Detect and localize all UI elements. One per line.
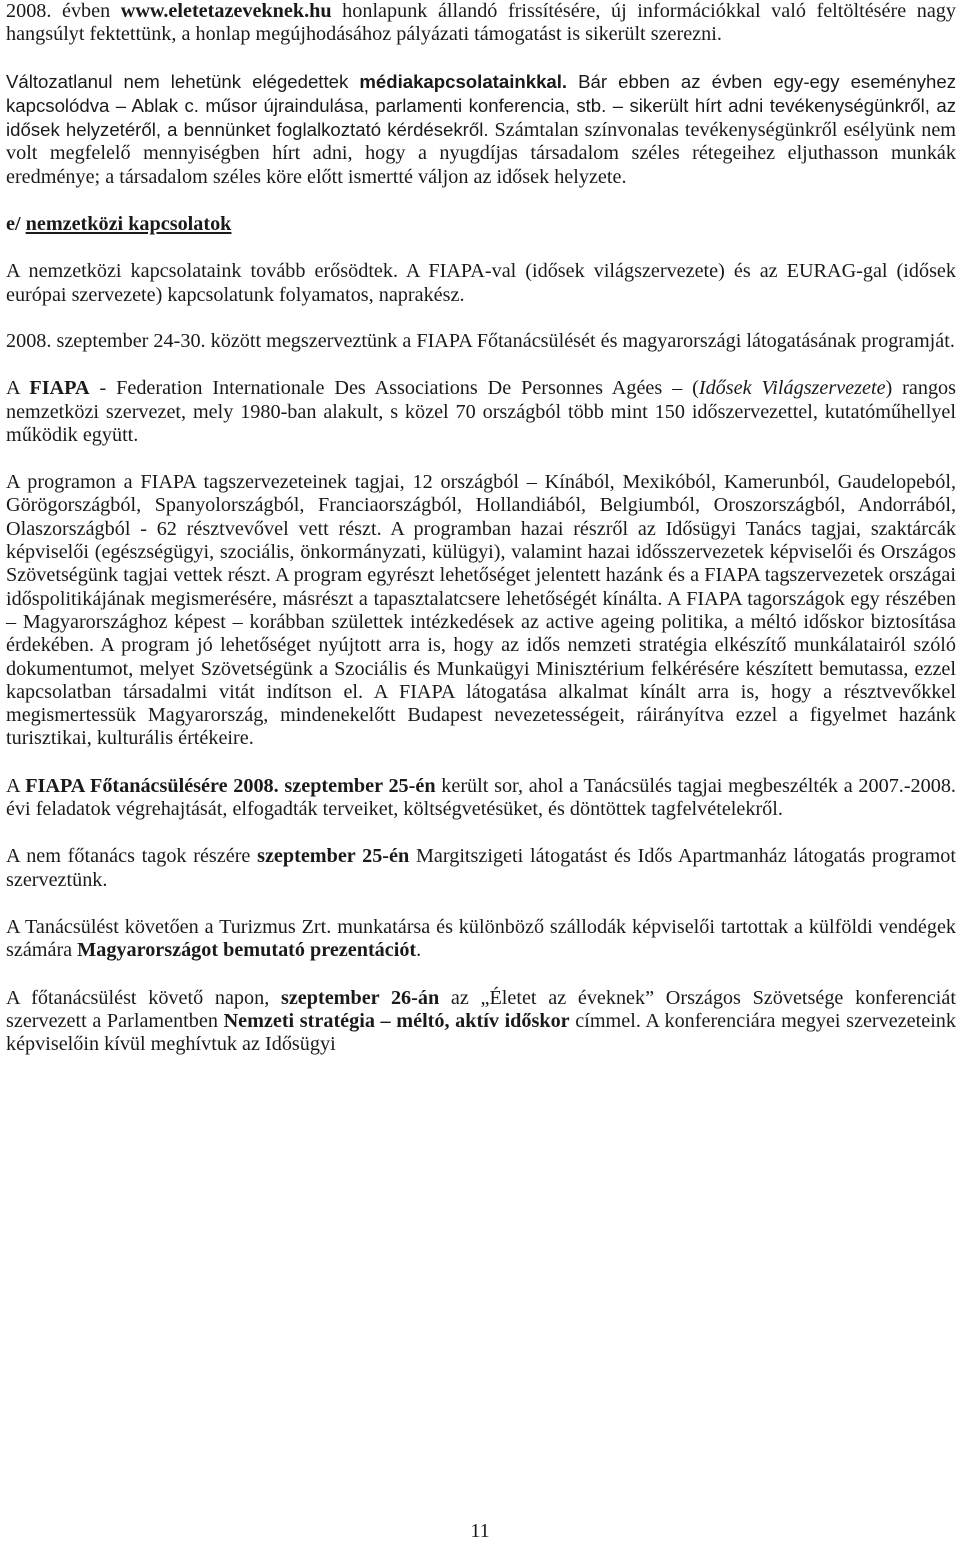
document-page: [6, 0, 956, 1056]
paragraph-september: 2008. szeptember 24-30. között megszerveztünk a FIAPA Főtanácsülését és magyarországi látogatásának programját.: [6, 329, 955, 352]
page-number: 11: [470, 1520, 490, 1542]
paragraph-non-members: A nem főtanács tagok részére szeptember 25-én Margitszigeti látogatást és Idős Apartmanház látogatás programot szerveztünk.: [6, 845, 957, 891]
paragraph-council: A FIAPA Főtanácsülésére 2008. szeptember 25-én került sor, ahol a Tanácsülés tagjai megbeszélték a 2007.-2008. évi feladatok végrehajtását, elfogadták terveiket, költségvetésüket, és döntöttek tagfelvételekről.: [6, 774, 956, 821]
paragraph-website: 2008. évben www.eletetazeveknek.hu honlapunk állandó frissítésére, új információkkal való feltöltésére nagy hangsúlyt fektettünk, a honlap megújhodásához pályázati támogatást is sikerült szerezni.: [6, 0, 956, 46]
paragraph-international: A nemzetközi kapcsolataink tovább erősödtek. A FIAPA-val (idősek világszervezete) és az EURAG-gal (idősek európai szervezete) kapcsolatunk folyamatos, naprakész.: [6, 260, 956, 306]
website-link[interactable]: www.eletetazeveknek.hu: [120, 0, 332, 22]
section-heading: e/ nemzetközi kapcsolatok: [6, 213, 232, 236]
paragraph-conference: A főtanácsülést követő napon, szeptember 26-án az „Életet az éveknek” Országos Szövetsége konferenciát szervezett a Parlamentben Nemzeti stratégia – méltó, aktív időskor címmel. A konferenciára megyei szervezeteink képviselőin kívül meghívtuk az Idősügyi: [6, 986, 956, 1056]
paragraph-fiapa: A FIAPA - Federation Internationale Des Associations De Personnes Agées – (Idősek Világszervezete) rangos nemzetközi szervezet, mely 1980-ban alakult, s közel 70 országból több mint 150 időszervezettel, kutatóműhellyel működik együtt.: [6, 377, 956, 446]
paragraph-program: A programon a FIAPA tagszervezeteinek tagjai, 12 országból – Kínából, Mexikóból, Kamerunból, Gaudelopeból, Görögországból, Spanyolországból, Franciaországból, Hollandiából, Belgiumból, Oroszországból, Andorrából, Olaszországból - 62 résztvevővel vett részt. A programban hazai részről az Idősügyi Tanács tagjai, szaktárcák képviselői (egészségügyi, szociális, önkormányzati, külügyi), valamint hazai idősszervezetek képviselői és Országos Szövetségünk tagjai vettek részt. A program egyrészt lehetőséget jelentett hazánk és a FIAPA tagszervezetek országai időspolitikájának megismerésére, másrészt a tapasztalatcsere lehetőségét kínálta. A FIAPA tagországok egy részében – Magyarországhoz képest – korábban születtek intézkedések az active ageing politika, a méltó időskor biztosítása érdekében. A program jó lehetőséget nyújtott arra is, hogy az idős nemzeti stratégia elkészítő munkálatairól szóló dokumentumot, melyet Szövetségünk a Szociális és Munkaügyi Minisztérium felkérésére készített bemutassa, ezzel kapcsolatban társadalmi vitát indítson el. A FIAPA látogatása alkalmat kínált arra is, hogy a résztvevőkkel megismertessük Magyarország, mindenekelőtt Budapest nevezetességeit, ráirányítva ezzel a figyelmet hazánk turisztikai, kulturális értékeire.: [6, 471, 956, 750]
paragraph-presentation: A Tanácsülést követően a Turizmus Zrt. munkatársa és különböző szállodák képviselői tartottak a külföldi vendégek számára Magyarországot bemutató prezentációt.: [6, 915, 956, 962]
paragraph-media: Változatlanul nem lehetünk elégedettek médiakapcsolatainkkal. Bár ebben az évben egy-egy eseményhez kapcsolódva – Ablak c. műsor újraindulása, parlamenti konferencia, stb. – sikerült hírt adni tevékenységünkről, az idősek helyzetéről, a bennünket foglalkoztató kérdésekről. Számtalan színvonalas tevékenységünkről esélyünk nem volt megfelelő mennyiségben hírt adni, hogy a nyugdíjas társadalom széles rétegeihez eljuthasson munkák eredménye; a társadalom széles köre előtt ismertté váljon az idősek helyzete.: [6, 70, 956, 188]
